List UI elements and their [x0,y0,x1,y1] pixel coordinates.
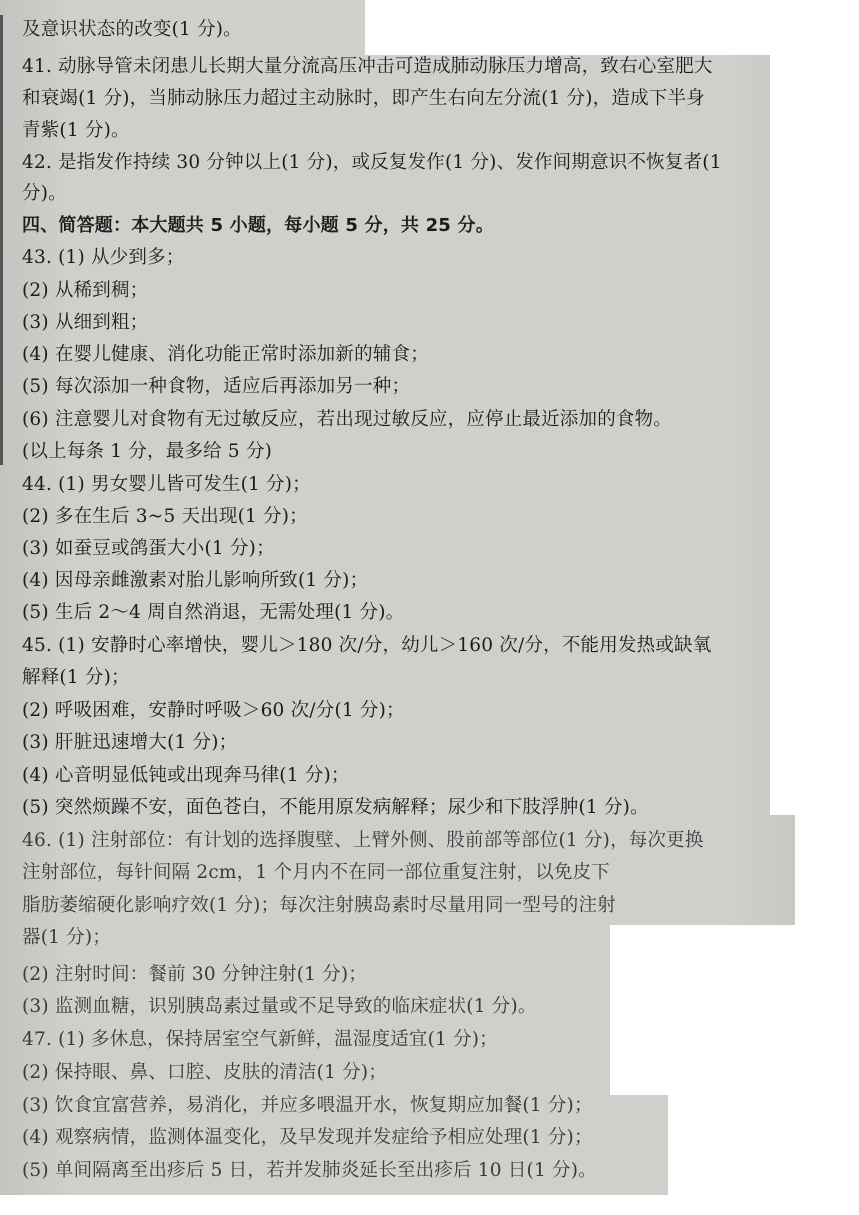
text-line-2: 和衰竭(1 分)，当肺动脉压力超过主动脉时，即产生右向左分流(1 分)，造成下半身 [22,88,705,109]
page-left-border [0,15,3,465]
text-line-33: (3) 饮食宜富营养，易消化，并应多喂温开水，恢复期应加餐(1 分)； [22,1095,593,1116]
scan-blank-region [770,55,859,815]
text-line-32: (2) 保持眼、鼻、口腔、皮肤的清洁(1 分)； [22,1062,387,1083]
text-line-25: 46. (1) 注射部位：有计划的选择腹壁、上臂外侧、股前部等部位(1 分)，每次更换 [22,830,704,851]
text-line-24: (5) 突然烦躁不安，面色苍白，不能用原发病解释；尿少和下肢浮肿(1 分)。 [22,797,649,818]
text-line-30: (3) 监测血糖，识别胰岛素过量或不足导致的临床症状(1 分)。 [22,996,537,1017]
text-line-7: 43. (1) 从少到多； [22,247,185,268]
text-line-14: 44. (1) 男女婴儿皆可发生(1 分)； [22,474,311,495]
text-line-12: (6) 注意婴儿对食物有无过敏反应，若出现过敏反应，应停止最近添加的食物。 [22,409,672,430]
text-line-4: 42. 是指发作持续 30 分钟以上(1 分)，或反复发作(1 分)、发作间期意识不恢复者(1 [22,152,722,173]
section-heading: 四、简答题：本大题共 5 小题，每小题 5 分，共 25 分。 [22,215,494,236]
text-line-0: 及意识状态的改变(1 分)。 [22,19,242,40]
text-line-26: 注射部位，每针间隔 2cm，1 个月内不在同一部位重复注射，以免皮下 [22,862,611,883]
text-line-9: (3) 从细到粗； [22,312,149,333]
text-line-10: (4) 在婴儿健康、消化功能正常时添加新的辅食； [22,344,429,365]
text-line-5: 分)。 [22,183,67,204]
text-line-21: (2) 呼吸困难，安静时呼吸＞60 次/分(1 分)； [22,700,405,721]
text-line-31: 47. (1) 多休息，保持居室空气新鲜，温湿度适宜(1 分)； [22,1029,498,1050]
text-line-34: (4) 观察病情，监测体温变化，及早发现并发症给予相应处理(1 分)； [22,1127,593,1148]
text-line-11: (5) 每次添加一种食物，适应后再添加另一种； [22,376,411,397]
text-line-29: (2) 注射时间：餐前 30 分钟注射(1 分)； [22,964,367,985]
text-line-3: 青紫(1 分)。 [22,120,130,141]
scan-blank-region [365,0,859,55]
text-line-13: (以上每条 1 分，最多给 5 分) [22,441,273,462]
text-line-23: (4) 心音明显低钝或出现奔马律(1 分)； [22,765,350,786]
text-line-16: (3) 如蚕豆或鸽蛋大小(1 分)； [22,538,275,559]
text-line-18: (5) 生后 2～4 周自然消退，无需处理(1 分)。 [22,602,405,623]
text-line-22: (3) 肝脏迅速增大(1 分)； [22,732,238,753]
text-line-27: 脂肪萎缩硬化影响疗效(1 分)；每次注射胰岛素时尽量用同一型号的注射 [22,895,616,916]
text-line-15: (2) 多在生后 3~5 天出现(1 分)； [22,506,308,527]
scan-blank-region [0,1195,859,1215]
text-line-28: 器(1 分)； [22,927,111,948]
text-line-19: 45. (1) 安静时心率增快，婴儿＞180 次/分，幼儿＞160 次/分，不能用发热或缺氧 [22,635,712,656]
text-line-1: 41. 动脉导管未闭患儿长期大量分流高压冲击可造成肺动脉压力增高，致右心室肥大 [22,56,713,77]
text-line-17: (4) 因母亲雌激素对胎儿影响所致(1 分)； [22,570,369,591]
text-line-20: 解释(1 分)； [22,667,130,688]
text-line-8: (2) 从稀到稠； [22,280,149,301]
scan-blank-region [610,925,859,1095]
text-line-35: (5) 单间隔离至出疹后 5 日，若并发肺炎延长至出疹后 10 日(1 分)。 [22,1160,597,1181]
